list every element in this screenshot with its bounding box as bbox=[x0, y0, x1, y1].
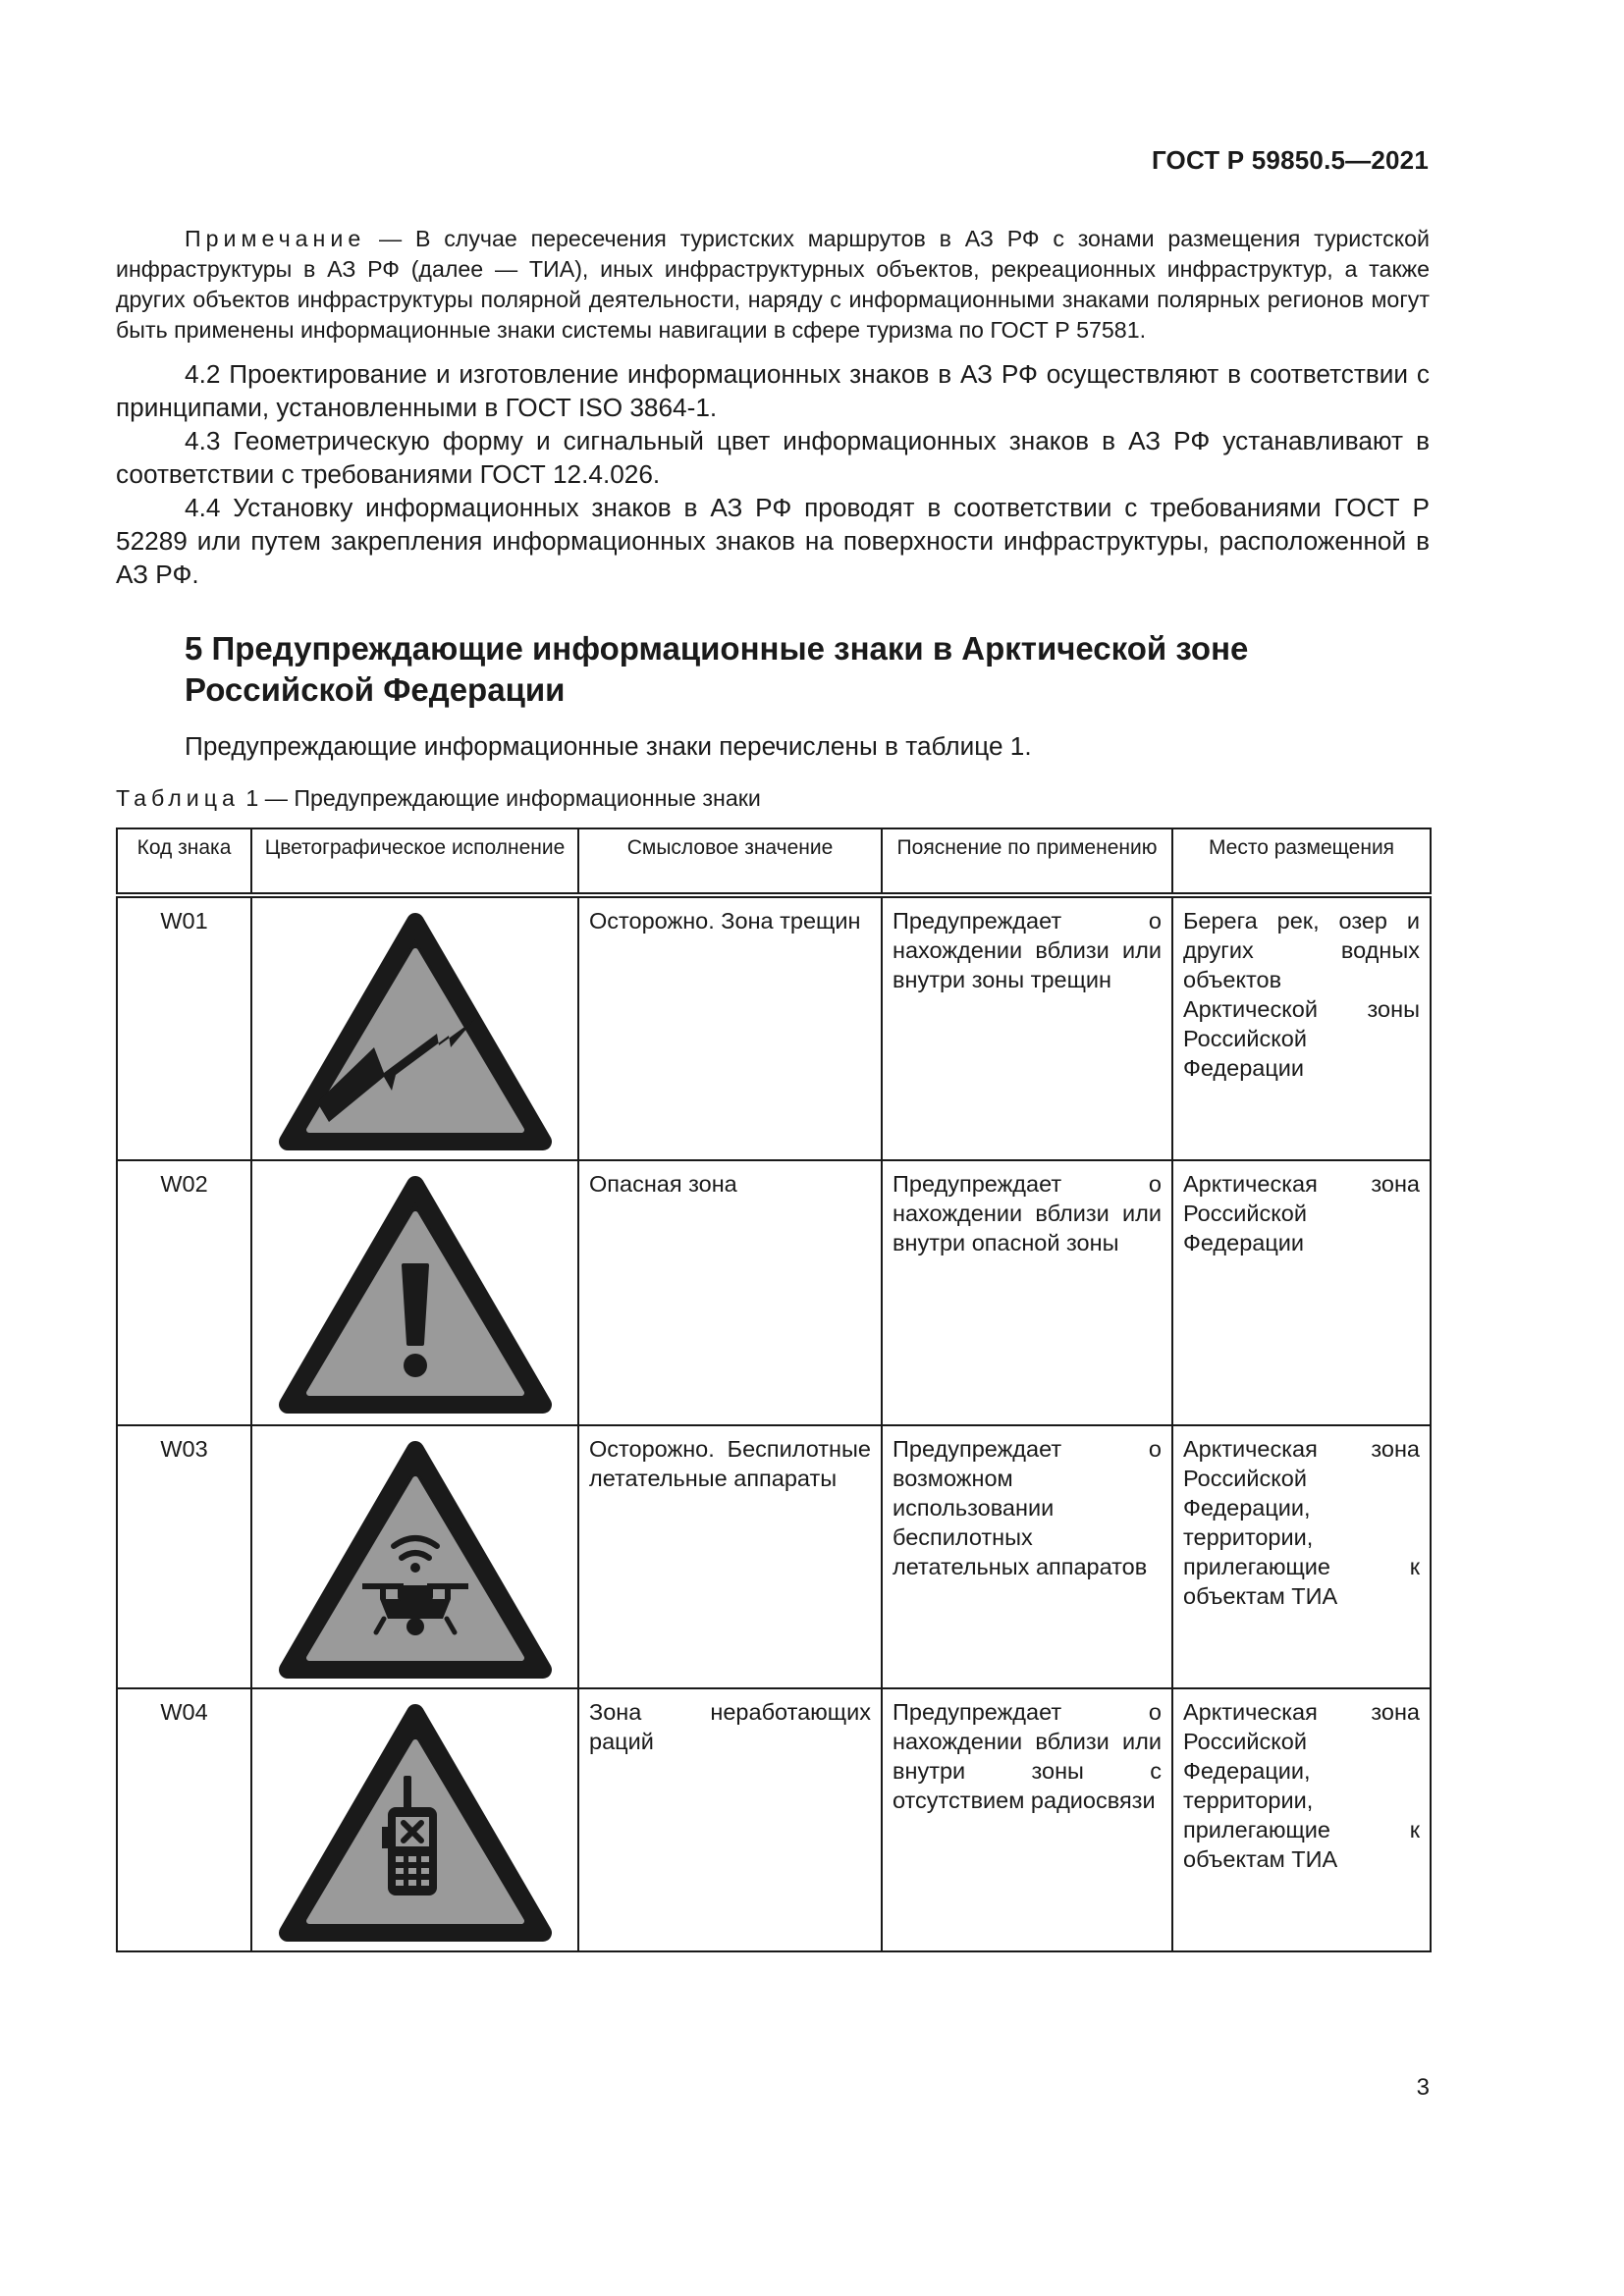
sign-code: W02 bbox=[117, 1160, 251, 1425]
radio-off-icon bbox=[278, 1699, 553, 1945]
sign-graphic bbox=[251, 1425, 578, 1688]
sign-explanation: Предупреждает о возможном использовании беспилотных летательных аппаратов bbox=[882, 1425, 1172, 1688]
page-number: 3 bbox=[1416, 2074, 1430, 2101]
sign-location: Арктическая зона Российской Федерации, территории, прилегающие к объектам ТИА bbox=[1172, 1425, 1431, 1688]
sign-explanation: Предупреждает о нахождении вблизи или внутри зоны с отсутствием радиосвязи bbox=[882, 1688, 1172, 1951]
note-label: Примечание bbox=[185, 226, 366, 251]
clause-4-3 bbox=[116, 424, 1430, 491]
clause-4-2-text: 4.2 Проектирование и изготовление информационных знаков в АЗ РФ осуществляют в соответствии с принципами, установленными в ГОСТ ISO 3864-1. bbox=[116, 359, 1430, 422]
exclamation-icon bbox=[278, 1171, 553, 1416]
table-caption-label: Таблица bbox=[116, 785, 240, 811]
table-row bbox=[117, 1688, 1431, 1951]
header-code: Код знака bbox=[117, 828, 251, 895]
sign-explanation: Предупреждает о нахождении вблизи или внутри опасной зоны bbox=[882, 1160, 1172, 1425]
header-meaning: Смысловое значение bbox=[578, 828, 882, 895]
clause-4-2 bbox=[116, 357, 1430, 424]
note-text: — В случае пересечения туристских маршрутов в АЗ РФ с зонами размещения туристской инфраструктуры в АЗ РФ (далее — ТИА), иных инфраструктурных объектов, рекреационных инфраструктур, а также других объектов инфраструктуры полярной деятельности, наряду с информационными знаками полярных регионов могут быть применены информационные знаки системы навигации в сфере туризма по ГОСТ Р 57581. bbox=[116, 226, 1430, 343]
sign-graphic bbox=[251, 895, 578, 1160]
sign-meaning: Осторожно. Беспилотные летательные аппараты bbox=[578, 1425, 882, 1688]
table-row bbox=[117, 895, 1431, 1160]
note-paragraph bbox=[116, 224, 1430, 346]
sign-explanation: Предупреждает о нахождении вблизи или внутри зоны трещин bbox=[882, 895, 1172, 1160]
table-caption-text: 1 — Предупреждающие информационные знаки bbox=[239, 785, 761, 811]
table-row bbox=[117, 1425, 1431, 1688]
clause-4-4-text: 4.4 Установку информационных знаков в АЗ РФ проводят в соответствии с требованиями ГОСТ Р 52289 или путем закрепления информационных знаков на поверхности инфраструктуры, расположенной в АЗ РФ. bbox=[116, 493, 1430, 589]
section-title bbox=[185, 628, 1363, 711]
header-graphic: Цветографическое исполнение bbox=[251, 828, 578, 895]
sign-code: W03 bbox=[117, 1425, 251, 1688]
sign-meaning: Опасная зона bbox=[578, 1160, 882, 1425]
header-location: Место размещения bbox=[1172, 828, 1431, 895]
sign-location: Арктическая зона Российской Федерации, территории, прилегающие к объектам ТИА bbox=[1172, 1688, 1431, 1951]
crack-icon bbox=[278, 908, 553, 1153]
table-caption bbox=[116, 785, 761, 812]
section-title-line1: 5 Предупреждающие информационные знаки в Арктической зоне bbox=[185, 630, 1249, 667]
clause-4-3-text: 4.3 Геометрическую форму и сигнальный цвет информационных знаков в АЗ РФ устанавливают в соответствии с требованиями ГОСТ 12.4.026. bbox=[116, 426, 1430, 489]
sign-graphic bbox=[251, 1688, 578, 1951]
section-title-line2: Российской Федерации bbox=[185, 671, 566, 708]
sign-code: W04 bbox=[117, 1688, 251, 1951]
header-explanation: Пояснение по применению bbox=[882, 828, 1172, 895]
sign-code: W01 bbox=[117, 895, 251, 1160]
sign-graphic bbox=[251, 1160, 578, 1425]
table-header-row bbox=[117, 828, 1431, 895]
clause-4-4 bbox=[116, 491, 1430, 591]
signs-table bbox=[116, 828, 1432, 1952]
sign-location: Арктическая зона Российской Федерации bbox=[1172, 1160, 1431, 1425]
sign-location: Берега рек, озер и других водных объектов Арктической зоны Российской Федерации bbox=[1172, 895, 1431, 1160]
sign-meaning: Осторожно. Зона трещин bbox=[578, 895, 882, 1160]
sign-meaning: Зона неработающих раций bbox=[578, 1688, 882, 1951]
standard-number: ГОСТ Р 59850.5—2021 bbox=[1151, 145, 1429, 175]
section-intro: Предупреждающие информационные знаки перечислены в таблице 1. bbox=[185, 731, 1032, 761]
drone-icon bbox=[278, 1436, 553, 1682]
table-row bbox=[117, 1160, 1431, 1425]
